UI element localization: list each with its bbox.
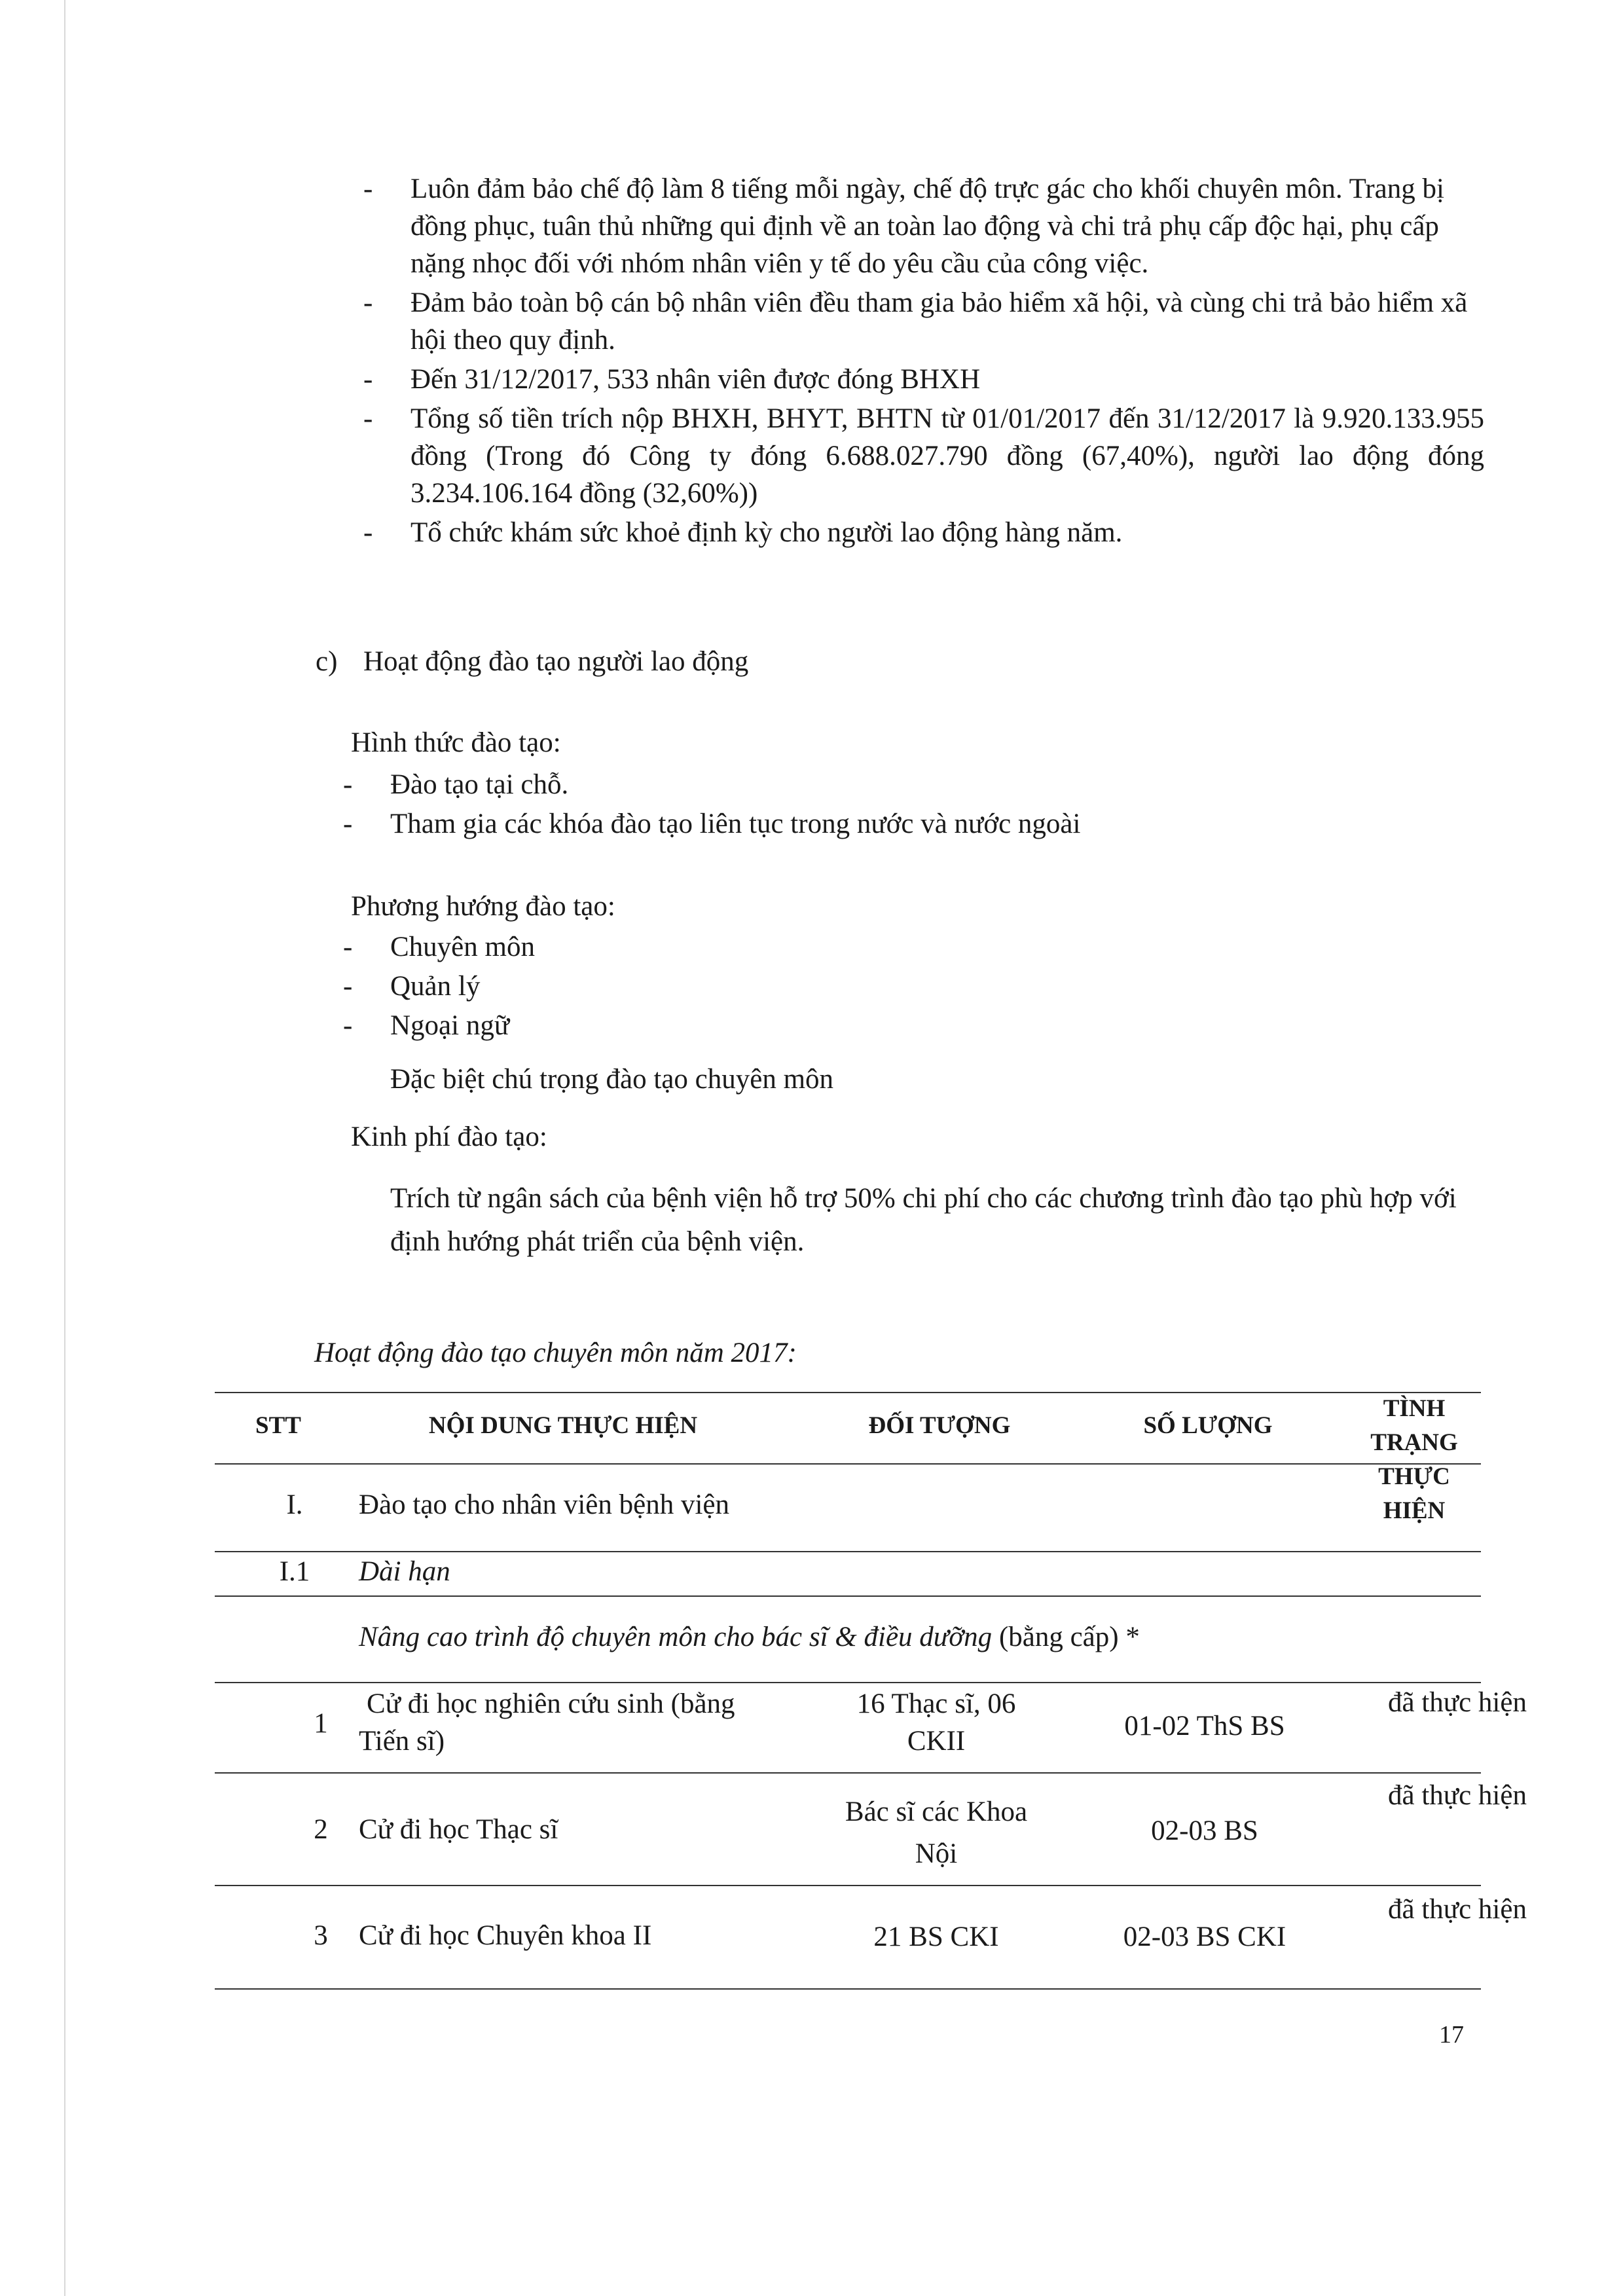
table-row-stt: 3 <box>314 1920 328 1951</box>
funding-text: Trích từ ngân sách của bệnh viện hỗ trợ 50% chi phí cho các chương trình đào tạo phù hợp với định hướng phát triển của bệnh viện. <box>390 1183 1457 1257</box>
table-rule <box>215 1463 1481 1465</box>
table-rule <box>215 1595 1481 1597</box>
table-row-target: Bác sĩ các Khoa Nội <box>845 1796 1028 1869</box>
section-stt: I. <box>286 1489 303 1520</box>
table-row-target: 16 Thạc sĩ, 06 CKII <box>856 1688 1016 1757</box>
page-number: 17 <box>1439 2021 1464 2049</box>
forms-label: Hình thức đào tạo: <box>351 727 561 758</box>
subsection-stt: I.1 <box>279 1556 310 1587</box>
table-row-content: Cử đi học Chuyên khoa II <box>359 1920 652 1951</box>
section-content: Đào tạo cho nhân viên bệnh viện <box>359 1489 729 1520</box>
list-item: - Ngoại ngữ <box>343 1010 510 1041</box>
table-rule <box>215 1885 1481 1886</box>
table-rule <box>215 1988 1481 1990</box>
list-item: - Quản lý <box>343 971 481 1002</box>
list-item: - Đào tạo tại chỗ. <box>343 769 569 800</box>
subsection-content: Dài hạn <box>359 1556 450 1587</box>
list-item: - Luôn đảm bảo chế độ làm 8 tiếng mỗi ngày, chế độ trực gác cho khối chuyên môn. Trang bị đồng phục, tuân thủ những qui định về an toàn lao động và chi trả phụ cấp độc hại, phụ cấp nặng nhọc đối với nhóm nhân viên y tế do yêu cầu của công việc. <box>363 173 1444 279</box>
table-row-content: Cử đi học Thạc sĩ <box>359 1814 558 1845</box>
group-title: Nâng cao trình độ chuyên môn cho bác sĩ & điều dưỡng (bằng cấp) * <box>359 1622 1140 1652</box>
table-row-status: đã thực hiện <box>1388 1780 1527 1811</box>
list-item: - Đảm bảo toàn bộ cán bộ nhân viên đều tham gia bảo hiểm xã hội, và cùng chi trả bảo hiểm xã hội theo quy định. <box>363 287 1468 355</box>
list-item: - Đến 31/12/2017, 533 nhân viên được đóng BHXH <box>363 364 981 395</box>
table-title: Hoạt động đào tạo chuyên môn năm 2017: <box>314 1338 797 1368</box>
header-quantity: SỐ LƯỢNG <box>1143 1412 1273 1439</box>
section-marker: c) <box>316 646 338 677</box>
list-item: - Chuyên môn <box>343 932 535 962</box>
list-item: - Tổng số tiền trích nộp BHXH, BHYT, BHTN từ 01/01/2017 đến 31/12/2017 là 9.920.133.955 đồng (Trong đó Công ty đóng 6.688.027.790 đồng (67,40%), người lao động đóng 3.234.106.164 đồng (32,60%)) <box>363 403 1484 509</box>
section-heading: Hoạt động đào tạo người lao động <box>363 646 749 677</box>
table-rule <box>215 1392 1481 1393</box>
table-rule <box>215 1551 1481 1552</box>
table-row-quantity: 02-03 BS <box>1151 1815 1258 1846</box>
table-row-stt: 2 <box>314 1814 328 1845</box>
table-row-target: 21 BS CKI <box>873 1922 999 1952</box>
header-content: NỘI DUNG THỰC HIỆN <box>428 1412 698 1439</box>
funding-label: Kinh phí đào tạo: <box>351 1121 547 1152</box>
table-row-status: đã thực hiện <box>1388 1894 1527 1925</box>
list-item: - Tổ chức khám sức khoẻ định kỳ cho người lao động hàng năm. <box>363 517 1123 548</box>
welfare-list <box>363 170 1484 553</box>
table-row-stt: 1 <box>314 1708 328 1739</box>
directions-label: Phương hướng đào tạo: <box>351 891 615 922</box>
table-row-quantity: 02-03 BS CKI <box>1123 1922 1286 1952</box>
header-status: TÌNH TRẠNG THỰC HIỆN <box>1370 1395 1458 1524</box>
list-item: - Tham gia các khóa đào tạo liên tục trong nước và nước ngoài <box>343 809 1081 839</box>
table-rule <box>215 1682 1481 1683</box>
forms-list <box>343 766 1438 845</box>
directions-list <box>343 928 1438 1046</box>
header-stt: STT <box>255 1412 301 1439</box>
header-target: ĐỐI TƯỢNG <box>868 1412 1011 1439</box>
table-row-content: Cử đi học nghiên cứu sinh (bằng Tiến sĩ) <box>359 1688 735 1757</box>
table-rule <box>215 1772 1481 1774</box>
table-row-status: đã thực hiện <box>1388 1687 1527 1718</box>
binder-edge <box>64 0 65 2296</box>
table-row-quantity: 01-02 ThS BS <box>1124 1711 1285 1741</box>
emphasis-text: Đặc biệt chú trọng đào tạo chuyên môn <box>390 1064 834 1095</box>
